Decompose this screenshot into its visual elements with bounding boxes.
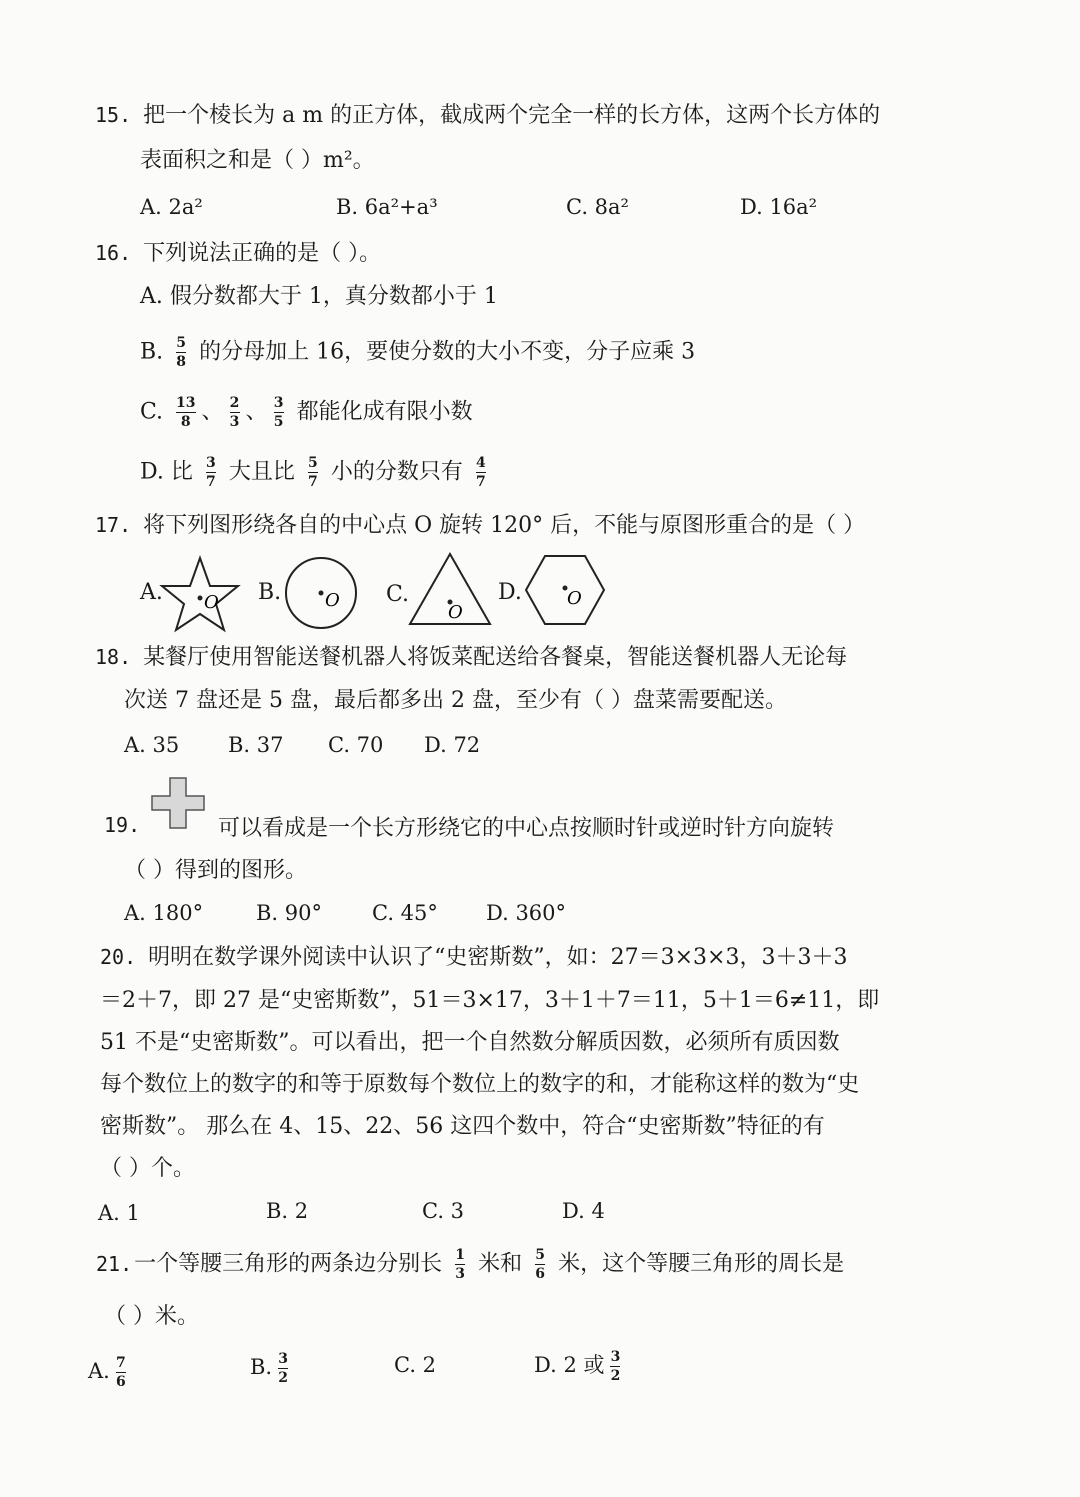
option-label: B.: [250, 1355, 273, 1379]
numerator: 4: [476, 455, 486, 471]
numerator: 7: [115, 1355, 126, 1371]
fraction: [230, 396, 240, 429]
center-label: O: [204, 592, 219, 613]
q16-option-b[interactable]: [140, 336, 695, 369]
numerator: 3: [205, 455, 216, 471]
text: 米和: [478, 1251, 523, 1277]
q15-text: 把一个棱长为 a m 的正方体，截成两个完全一样的长方体，这两个长方体的: [143, 103, 881, 128]
q17-label-c: C.: [386, 582, 410, 607]
q15-option-a[interactable]: A. 2a²: [140, 195, 203, 219]
denominator: 2: [610, 1368, 621, 1384]
q20-option-c[interactable]: C. 3: [422, 1199, 465, 1223]
option-label: A.: [88, 1359, 110, 1383]
q16-stem: 下列说法正确的是（ ）。: [143, 241, 382, 266]
q19-option-b[interactable]: B. 90°: [256, 901, 323, 925]
q17-stem: 将下列图形绕各自的中心点 O 旋转 120° 后，不能与原图形重合的是（ ）: [143, 513, 866, 538]
q18-option-a[interactable]: A. 35: [124, 733, 180, 757]
q16-number: 16.: [95, 241, 132, 265]
fraction: [116, 1356, 126, 1389]
q19-option-d[interactable]: D. 360°: [486, 901, 567, 925]
denominator: 7: [205, 474, 216, 490]
q20-option-a[interactable]: A. 1: [98, 1201, 140, 1225]
q15-line2: 表面积之和是（ ）m²。: [140, 148, 375, 173]
q15-option-d[interactable]: D. 16a²: [740, 195, 818, 219]
q20-text-1: 明明在数学课外阅读中认识了“史密斯数”，如：27＝3×3×3，3＋3＋3: [148, 945, 848, 970]
q21-option-b[interactable]: [250, 1352, 294, 1385]
numerator: 5: [535, 1247, 546, 1263]
q18-text: 某餐厅使用智能送餐机器人将饭菜配送给各餐桌，智能送餐机器人无论每: [143, 645, 848, 670]
q16-option-d[interactable]: [140, 456, 492, 489]
numerator: 3: [278, 1351, 288, 1367]
denominator: 6: [535, 1266, 546, 1282]
triangle-shape[interactable]: [408, 552, 492, 626]
q19-number: [104, 810, 152, 841]
q20-line4: 每个数位上的数字的和等于原数每个数位上的数字的和，才能称这样的数为“史: [100, 1072, 860, 1097]
separator: 、: [201, 399, 224, 425]
fraction: [176, 336, 186, 369]
q16-option-c-text: 都能化成有限小数: [296, 399, 473, 425]
denominator: 7: [307, 474, 318, 490]
denominator: 2: [278, 1370, 288, 1386]
fraction: [274, 396, 284, 429]
fraction: [206, 456, 216, 489]
denominator: 7: [476, 474, 486, 490]
q20-option-b[interactable]: B. 2: [266, 1199, 309, 1223]
center-label: O: [325, 590, 340, 611]
text: 小的分数只有: [330, 459, 463, 485]
q18-line2: 次送 7 盘还是 5 盘，最后都多出 2 盘，至少有（ ）盘菜需要配送。: [124, 688, 787, 713]
q20-line1: [100, 942, 847, 973]
q16-option-a[interactable]: A. 假分数都大于 1，真分数都小于 1: [140, 284, 498, 309]
text: 大且比: [228, 459, 295, 485]
q19-line2: （ ）得到的图形。: [124, 858, 307, 883]
fraction: [476, 456, 486, 489]
denominator: 3: [229, 414, 240, 430]
numerator: 5: [176, 335, 187, 351]
q21-option-a[interactable]: [88, 1356, 132, 1389]
cross-shape: [150, 776, 206, 830]
q16-option-c-label: C.: [140, 399, 164, 425]
q19-option-c[interactable]: C. 45°: [372, 901, 438, 925]
option-label: D. 2 或: [534, 1353, 605, 1377]
q16-option-d-label: D. 比: [140, 459, 193, 485]
q19-line1: 可以看成是一个长方形绕它的中心点按顺时针或逆时针方向旋转: [218, 816, 835, 841]
denominator: 8: [180, 414, 191, 430]
q18-option-b[interactable]: B. 37: [228, 733, 284, 757]
q19-number-text: 19.: [104, 813, 141, 837]
center-label: O: [448, 602, 463, 623]
fraction: [455, 1248, 465, 1281]
q16-option-b-text: 的分母加上 16，要使分数的大小不变，分子应乘 3: [199, 339, 696, 365]
fraction: [535, 1248, 545, 1281]
numerator: 3: [273, 395, 284, 411]
q17-label-d: D.: [498, 580, 522, 605]
hexagon-shape[interactable]: [524, 554, 606, 626]
q21-text: 一个等腰三角形的两条边分别长: [134, 1251, 443, 1277]
q18-option-d[interactable]: D. 72: [424, 733, 481, 757]
q17-label-a: A.: [140, 580, 163, 605]
fraction: [278, 1352, 288, 1385]
denominator: 8: [176, 354, 187, 370]
q16-option-b-label: B.: [140, 339, 164, 365]
q17-label-b: B.: [258, 580, 282, 605]
q18-option-c[interactable]: C. 70: [328, 733, 384, 757]
q21-line1: [96, 1248, 844, 1281]
q15-option-b[interactable]: B. 6a²+a³: [336, 195, 438, 219]
fraction: [176, 396, 195, 429]
q20-option-d[interactable]: D. 4: [562, 1199, 605, 1223]
q20-line2: ＝2＋7，即 27 是“史密斯数”，51＝3×17，3＋1＋7＝11，5＋1＝6≠11，即: [100, 988, 880, 1013]
q21-line2: （ ）米。: [104, 1304, 199, 1329]
fraction: [610, 1350, 620, 1383]
q21-option-c[interactable]: C. 2: [394, 1353, 437, 1377]
separator: 、: [245, 399, 268, 425]
q15-number: 15.: [95, 103, 132, 127]
q18-number: 18.: [95, 645, 132, 669]
q16-stem-line: [95, 238, 381, 269]
q16-option-c[interactable]: [140, 396, 473, 429]
numerator: 2: [229, 395, 240, 411]
q21-option-d[interactable]: [534, 1350, 626, 1383]
fraction: [308, 456, 318, 489]
numerator: 13: [176, 395, 196, 411]
q15-line1: [95, 100, 880, 131]
text: 米，这个等腰三角形的周长是: [558, 1251, 845, 1277]
numerator: 5: [307, 455, 318, 471]
q20-line3: 51 不是“史密斯数”。可以看出，把一个自然数分解质因数，必须所有质因数: [100, 1030, 840, 1055]
q20-number: 20.: [100, 945, 137, 969]
q20-line5: 密斯数”。 那么在 4、15、22、56 这四个数中，符合“史密斯数”特征的有: [100, 1114, 825, 1139]
q21-number: 21.: [96, 1251, 133, 1276]
numerator: 3: [610, 1349, 621, 1365]
numerator: 1: [455, 1247, 466, 1263]
denominator: 5: [273, 414, 284, 430]
q19-option-a[interactable]: A. 180°: [124, 901, 204, 925]
denominator: 3: [455, 1266, 466, 1282]
q17-number: 17.: [95, 513, 132, 537]
star-shape[interactable]: [160, 556, 240, 631]
denominator: 6: [115, 1374, 126, 1390]
circle-shape[interactable]: [284, 556, 358, 630]
q20-line6: （ ）个。: [100, 1156, 195, 1181]
center-label: O: [567, 588, 582, 609]
q15-option-c[interactable]: C. 8a²: [566, 195, 629, 219]
q17-stem-line: [95, 510, 865, 541]
q18-line1: [95, 642, 847, 673]
